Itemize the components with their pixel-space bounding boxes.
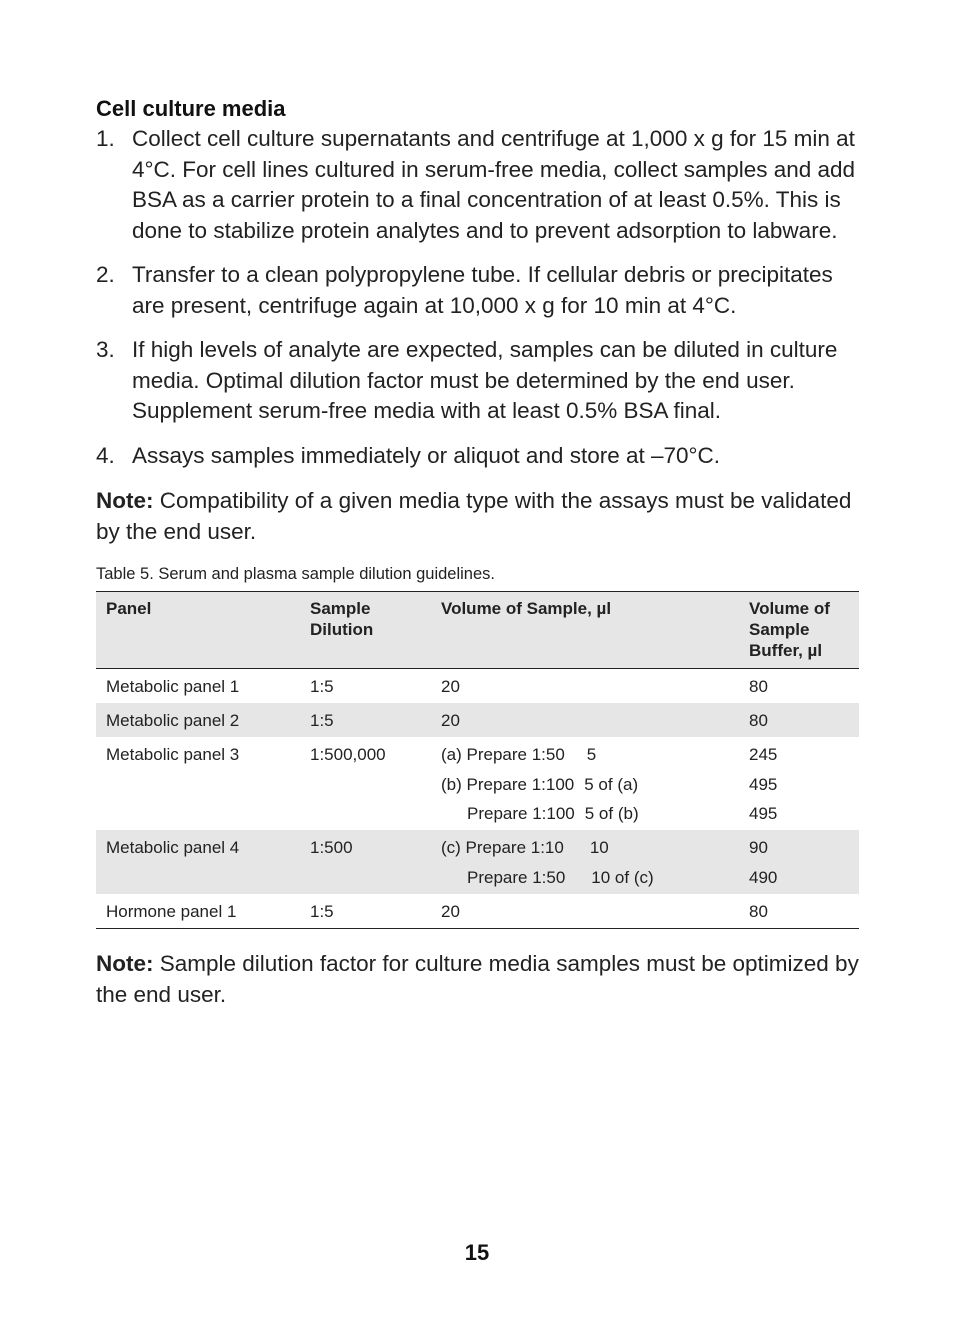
dilution-step-label: Prepare 1:100: [467, 804, 575, 823]
dilution-step: [441, 774, 729, 795]
dilution-step-amount: 5: [586, 745, 597, 764]
cell-panel: Metabolic panel 2: [106, 711, 240, 730]
header-panel: Panel: [96, 592, 300, 669]
header-volume-of-buffer: Volume of Sample Buffer, µl: [739, 592, 859, 669]
note-label: Note:: [96, 488, 154, 513]
dilution-step-label: (b) Prepare 1:100: [441, 774, 575, 794]
buffer-step-value: 90: [749, 838, 768, 857]
dilution-step-label: Prepare 1:50: [467, 867, 566, 887]
header-sample-dilution: Sample Dilution: [300, 592, 431, 669]
dilution-step: [441, 867, 729, 888]
cell-buffer-steps: [739, 830, 859, 894]
buffer-step-value: 495: [749, 774, 778, 794]
step-text: Assays samples immediately or aliquot and store at –70°C.: [132, 442, 721, 468]
cell-dilution: 1:5: [300, 894, 431, 929]
step-item: [96, 335, 859, 427]
cell-dilution: 1:5: [310, 677, 334, 696]
cell-buffer: 80: [739, 894, 859, 929]
table-row: [96, 703, 859, 737]
dilution-step-label: (a) Prepare 1:50: [441, 745, 565, 764]
step-text: Transfer to a clean polypropylene tube. If cellular debris or precipitates are present, centrifuge again at 10,000 x g for 10 min at 4°C.: [132, 262, 833, 318]
dilution-step-amount: 10: [589, 838, 609, 857]
cell-dilution: 1:5: [310, 711, 334, 730]
step-item: [96, 260, 859, 321]
cell-dilution: 1:500,000: [310, 745, 386, 764]
dilution-step: [441, 803, 729, 824]
dilution-step-amount: 10 of (c): [591, 867, 654, 887]
step-text: If high levels of analyte are expected, samples can be diluted in culture media. Optimal dilution factor must be determined by the end user. Supplement serum-free media with at least 0.5% BSA final.: [132, 337, 838, 423]
cell-volume-steps: [431, 830, 739, 894]
note-text: Compatibility of a given media type with the assays must be validated by the end user.: [96, 488, 852, 544]
page-number: 15: [464, 1240, 490, 1265]
step-number: 3.: [96, 337, 115, 362]
table-row: [96, 894, 859, 929]
cell-volume: 20: [431, 894, 739, 929]
dilution-step-amount: 5 of (a): [584, 774, 639, 794]
cell-panel: Metabolic panel 3: [106, 745, 240, 764]
step-item: [96, 124, 859, 246]
table-header-row: [96, 592, 859, 669]
cell-panel: Metabolic panel 4: [106, 838, 240, 857]
step-text: Collect cell culture supernatants and centrifuge at 1,000 x g for 15 min at 4°C. For cell lines cultured in serum-free media, collect samples and add BSA as a carrier protein to a final concentration of at least 0.5%. This is done to stabilize protein analytes and to prevent adsorption to labware.: [132, 126, 856, 243]
optimization-note: [96, 948, 859, 1010]
note-label: Note:: [96, 950, 154, 976]
buffer-step-value: 245: [749, 745, 778, 764]
cell-buffer-steps: [739, 737, 859, 830]
step-number: 1.: [96, 126, 115, 151]
header-volume-of-sample: Volume of Sample, µl: [431, 592, 739, 669]
cell-volume: 20: [441, 711, 460, 730]
procedure-steps: [96, 124, 859, 471]
step-number: 4.: [96, 442, 115, 468]
cell-buffer: 80: [749, 711, 768, 730]
dilution-step-label: (c) Prepare 1:10: [441, 838, 564, 857]
dilution-step-amount: 5 of (b): [584, 804, 639, 823]
step-item: [96, 441, 859, 472]
cell-volume-steps: [431, 737, 739, 830]
compatibility-note: [96, 485, 859, 547]
cell-dilution: 1:500: [310, 838, 353, 857]
page-content: [96, 94, 859, 1010]
table-caption: Table 5. Serum and plasma sample dilution guidelines.: [96, 565, 495, 583]
buffer-step-value: 495: [749, 804, 778, 823]
table-row: [96, 737, 859, 830]
cell-buffer: 80: [749, 677, 768, 696]
cell-volume: 20: [441, 677, 460, 696]
dilution-step: [441, 744, 729, 765]
note-text: Sample dilution factor for culture media samples must be optimized by the end user.: [96, 950, 859, 1007]
table-row: [96, 669, 859, 704]
dilution-step: [441, 837, 729, 858]
dilution-table: [96, 591, 859, 929]
table-row: [96, 830, 859, 894]
step-number: 2.: [96, 262, 115, 287]
cell-panel: Hormone panel 1: [96, 894, 300, 929]
cell-panel: Metabolic panel 1: [106, 677, 240, 696]
section-heading: Cell culture media: [96, 96, 286, 121]
buffer-step-value: 490: [749, 867, 778, 887]
